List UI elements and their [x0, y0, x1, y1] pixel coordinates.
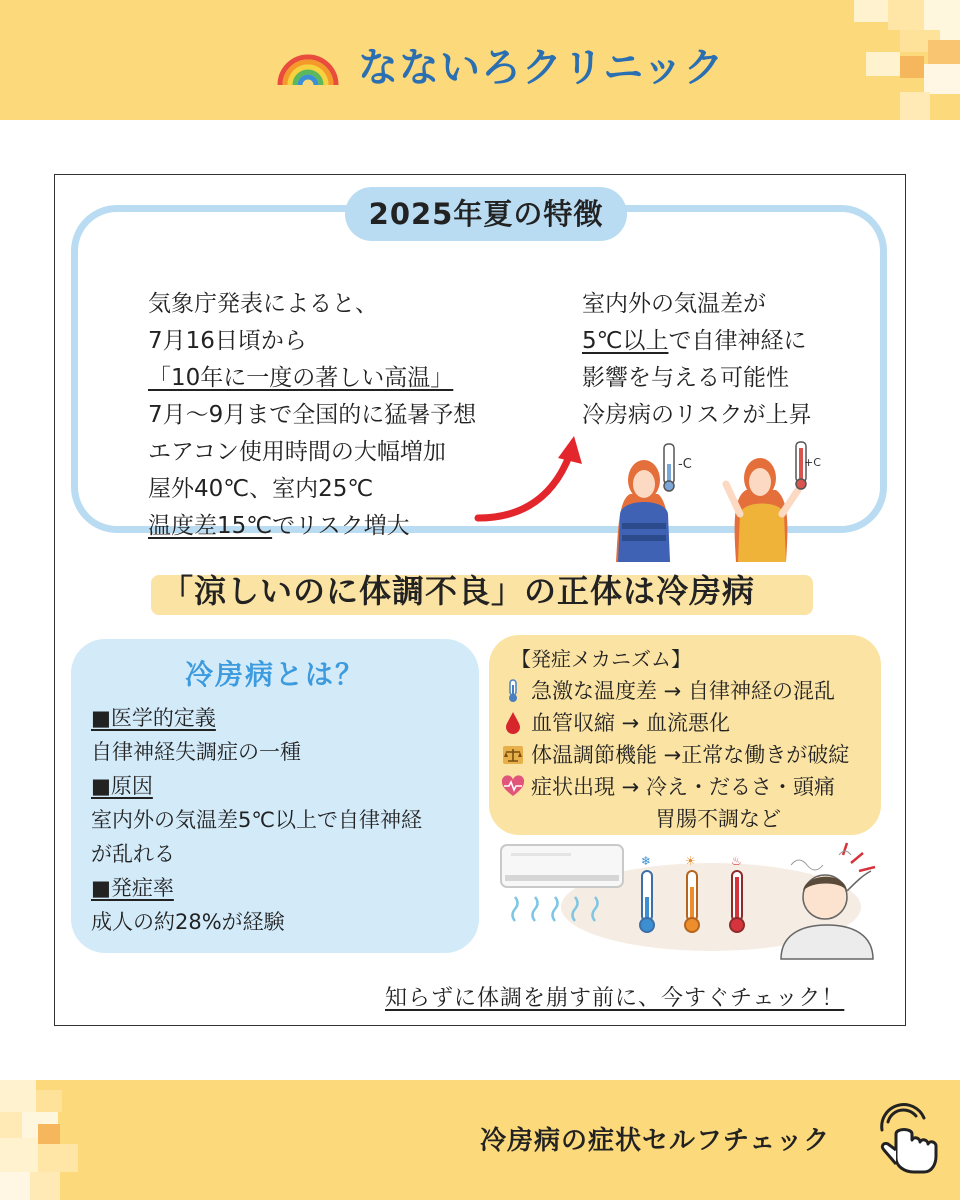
summer-right-line: 室内外の気温差が [582, 291, 766, 317]
decor-square [36, 1090, 62, 1112]
decor-square [854, 0, 888, 22]
headline [151, 561, 755, 621]
decor-square [900, 92, 930, 120]
air-conditioner-illustration [491, 841, 885, 959]
content-frame [54, 174, 906, 1026]
summer-left-text [148, 286, 476, 545]
cause-heading: ■原因 [91, 774, 153, 798]
decor-square [0, 1172, 30, 1200]
balance-scale-icon [501, 742, 525, 768]
thermometer-icon [501, 678, 525, 704]
risk-underlined: 温度差15℃ [148, 513, 273, 539]
headline-text: 「涼しいのに体調不良」の正体は冷房病 [161, 572, 756, 610]
decor-square [888, 0, 924, 30]
decor-square [30, 1172, 60, 1200]
hot-thermo-label: +C [804, 456, 821, 469]
mechanism-row [501, 707, 730, 739]
cause-text-line1: 室内外の気温差5℃以上で自律神経 [91, 808, 422, 832]
mechanism-row [501, 675, 835, 707]
summer-title-pill: 2025年夏の特徴 [345, 187, 627, 241]
rainbow-icon [276, 41, 340, 89]
mechanism-box [489, 635, 881, 835]
people-temperature-illustration [608, 434, 821, 562]
summer-line: 7月16日頃から [148, 328, 307, 354]
svg-text:❄: ❄ [641, 854, 652, 868]
decor-square [928, 40, 960, 64]
mechanism-row-text: 症状出現 → 冷え・だるさ・頭痛 [531, 775, 835, 799]
cold-thermometer-icon [664, 444, 674, 491]
decor-square [866, 52, 900, 76]
summer-line: 屋外40℃、室内25℃ [148, 476, 374, 502]
decor-square [0, 1112, 22, 1138]
mechanism-row-text: 血管収縮 → 血流悪化 [531, 711, 730, 735]
clinic-logo [276, 36, 725, 93]
blood-drop-icon [501, 710, 525, 736]
cold-person-icon [616, 460, 670, 562]
decor-square [900, 56, 924, 78]
summer-features-box [71, 205, 887, 539]
rate-text: 成人の約28%が経験 [91, 910, 285, 934]
threshold-rest: で自律神経に [668, 328, 807, 354]
cold-thermo-label: -C [678, 457, 692, 472]
mechanism-row [501, 771, 835, 803]
decor-square [38, 1144, 78, 1172]
mechanism-title: 【発症メカニズム】 [511, 647, 691, 671]
air-conditioner-icon [501, 845, 623, 887]
hot-person-icon [726, 458, 798, 562]
decor-square [0, 1080, 36, 1112]
medical-heading: ■医学的定義 [91, 706, 216, 730]
svg-text:♨: ♨ [731, 854, 742, 868]
self-check-label[interactable]: 冷房病の症状セルフチェック [480, 1126, 831, 1156]
summer-line: 「10年に一度の著しい高温」 [148, 365, 454, 391]
heartbeat-icon [501, 774, 525, 800]
summer-right-line: 冷房病のリスクが上昇 [582, 402, 812, 428]
header-band [0, 0, 960, 120]
summer-line: 気象庁発表によると、 [148, 291, 378, 317]
summer-line-risk [148, 508, 476, 545]
decor-square [924, 64, 960, 94]
tap-hand-icon[interactable] [870, 1104, 942, 1176]
svg-text:☀: ☀ [685, 854, 696, 868]
decor-square [38, 1124, 60, 1144]
cause-text-line2: が乱れる [91, 842, 175, 866]
medical-text: 自律神経失調症の一種 [91, 740, 301, 764]
summer-line: 7月～9月まで全国的に猛暑予想 [148, 402, 477, 428]
threshold-underlined: 5℃以上 [582, 328, 669, 354]
summer-right-line [582, 323, 812, 360]
definition-title: 冷房病とは？ [184, 658, 365, 691]
risk-rest: でリスク増大 [272, 513, 410, 539]
red-arrow-icon [474, 436, 584, 526]
footer-band [0, 1080, 960, 1200]
mechanism-row [501, 739, 849, 771]
summer-right-text [582, 286, 812, 434]
definition-box [71, 639, 479, 953]
definition-body [91, 701, 422, 939]
decor-square [0, 1138, 38, 1172]
mechanism-row-text: 急激な温度差 → 自律神経の混乱 [531, 679, 835, 703]
mechanism-row-text: 体温調節機能 →正常な働きが破綻 [531, 743, 850, 767]
mechanism-row-continuation: 胃腸不調など [655, 807, 781, 831]
summer-right-line: 影響を与える可能性 [582, 365, 789, 391]
cold-thermometer-icon [640, 854, 654, 932]
rate-heading: ■発症率 [91, 876, 174, 900]
clinic-name: なないろクリニック [358, 45, 725, 91]
summer-line: エアコン使用時間の大幅増加 [148, 439, 446, 465]
check-now-link[interactable]: 知らずに体調を崩す前に、今すぐチェック！ [385, 986, 845, 1011]
